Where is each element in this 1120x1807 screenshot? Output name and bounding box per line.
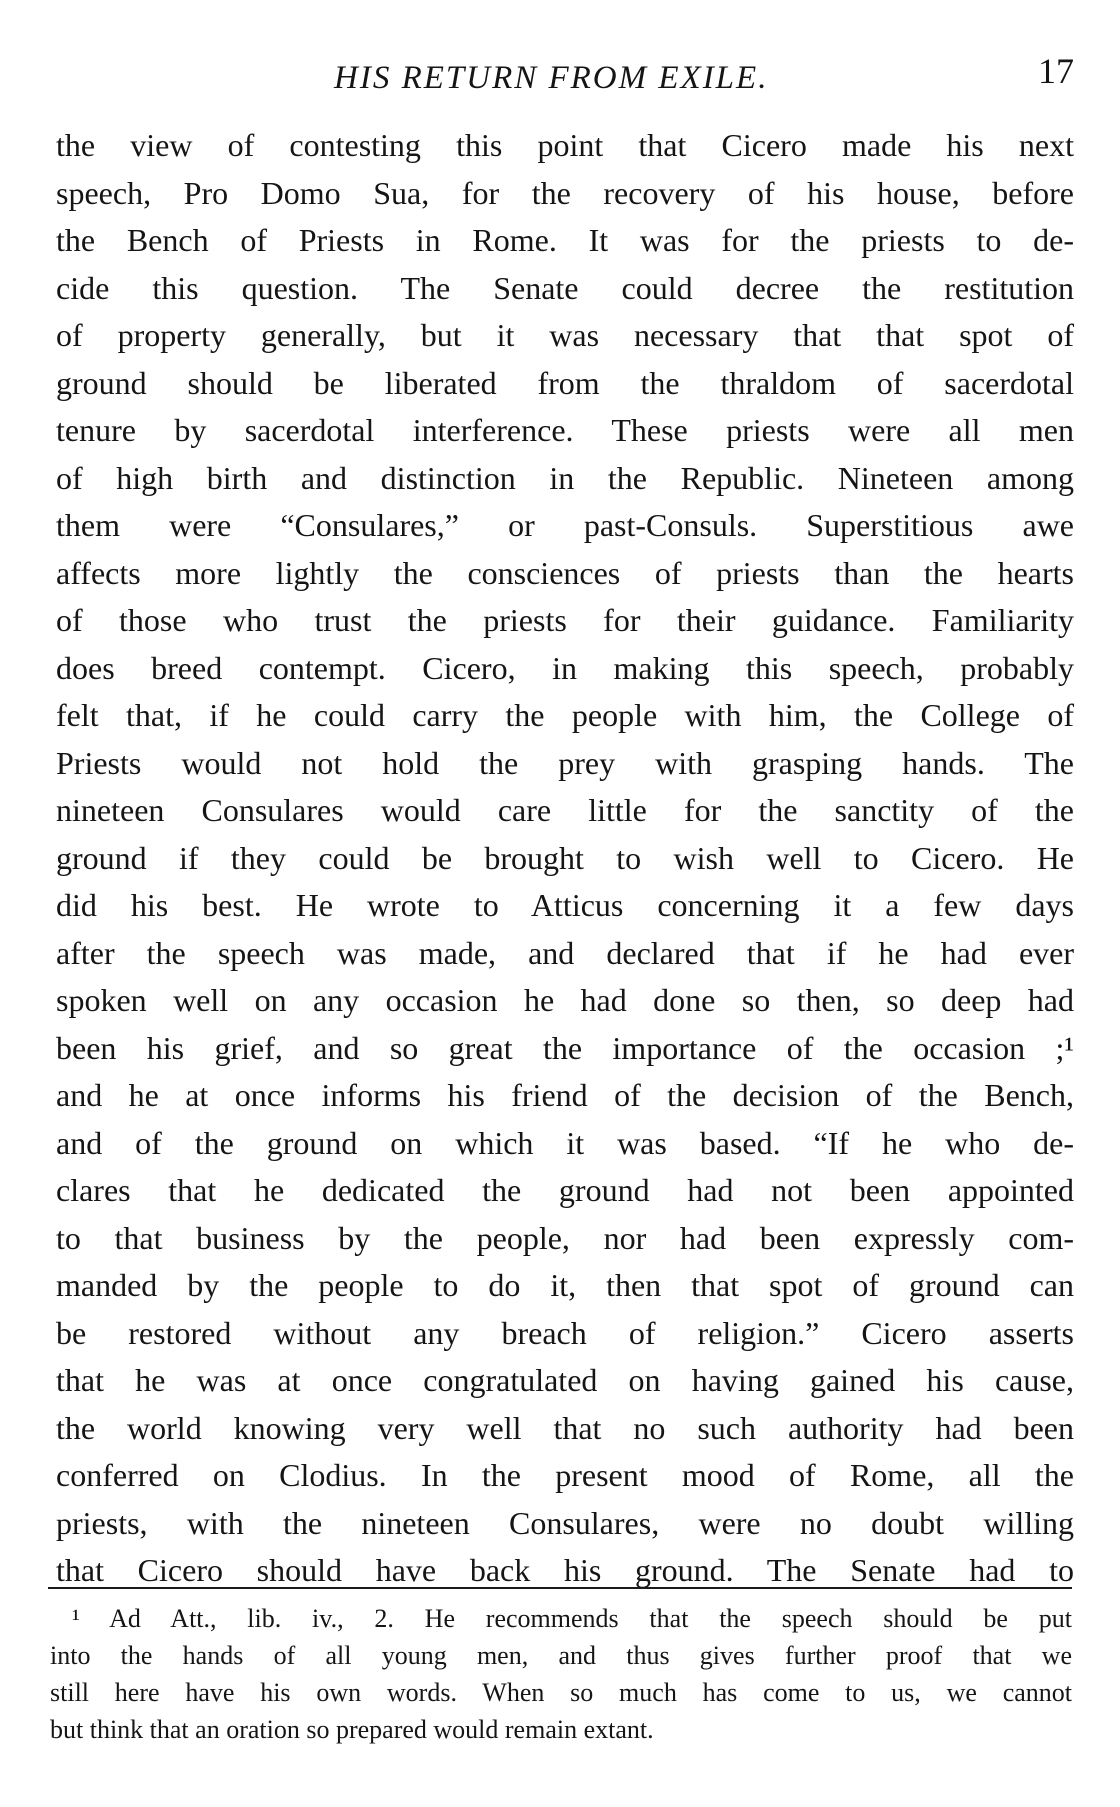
page-number: 17	[1038, 51, 1074, 91]
body-line: them were “Consulares,” or past-Consuls. Superstitious awe	[56, 507, 1074, 543]
body-line: to that business by the people, nor had been expressly com-	[56, 1219, 1074, 1256]
body-line: ground if they could be brought to wish well to Cicero. He	[56, 839, 1074, 876]
body-line: affects more lightly the consciences of priests than the hearts	[56, 554, 1074, 591]
body-line: clares that he dedicated the ground had not been appointed	[56, 1172, 1074, 1208]
body-line: conferred on Clodius. In the present mood of Rome, all the	[56, 1457, 1074, 1493]
footnote-line: into the hands of all young men, and thus gives further proof that we	[50, 1641, 1072, 1670]
footnote-line: but think that an oration so prepared would remain extant.	[50, 1715, 654, 1744]
body-line: Priests would not hold the prey with grasping hands. The	[56, 744, 1074, 781]
running-head: HIS RETURN FROM EXILE.	[334, 60, 769, 96]
body-line: the Bench of Priests in Rome. It was for the priests to de-	[56, 222, 1074, 258]
body-line: ground should be liberated from the thraldom of sacerdotal	[56, 364, 1074, 401]
footnote-line: ¹ Ad Att., lib. iv., 2. He recommends that the speech should be put	[72, 1604, 1072, 1633]
body-line: spoken well on any occasion he had done so then, so deep had	[56, 982, 1074, 1018]
body-line: the view of contesting this point that Cicero made his next	[56, 127, 1074, 163]
body-line: the world knowing very well that no such authority had been	[56, 1409, 1074, 1446]
body-line: tenure by sacerdotal interference. These priests were all men	[56, 412, 1074, 448]
body-line: of those who trust the priests for their guidance. Familiarity	[56, 602, 1074, 638]
body-line: speech, Pro Domo Sua, for the recovery of his house, before	[56, 174, 1074, 211]
body-line: priests, with the nineteen Consulares, were no doubt willing	[56, 1504, 1074, 1541]
footnote-line: still here have his own words. When so much has come to us, we cannot	[50, 1678, 1072, 1707]
body-line: of high birth and distinction in the Republic. Nineteen among	[56, 459, 1074, 496]
body-line: be restored without any breach of religion.” Cicero asserts	[56, 1314, 1074, 1351]
body-line: that he was at once congratulated on having gained his cause,	[56, 1362, 1074, 1398]
body-line: did his best. He wrote to Atticus concerning it a few days	[56, 887, 1074, 923]
body-line: of property generally, but it was necessary that that spot of	[56, 317, 1074, 353]
body-line: after the speech was made, and declared that if he had ever	[56, 934, 1074, 971]
body-line: that Cicero should have back his ground. The Senate had to	[56, 1552, 1074, 1588]
body-line: and he at once informs his friend of the decision of the Bench,	[56, 1077, 1074, 1113]
body-text	[56, 122, 1074, 1595]
body-line: and of the ground on which it was based. “If he who de-	[56, 1124, 1074, 1161]
body-line: does breed contempt. Cicero, in making this speech, probably	[56, 649, 1074, 686]
body-line: nineteen Consulares would care little for the sanctity of the	[56, 792, 1074, 828]
footnotes	[50, 1600, 1072, 1748]
page-header	[56, 44, 1074, 104]
body-line: manded by the people to do it, then that spot of ground can	[56, 1267, 1074, 1303]
body-line: cide this question. The Senate could decree the restitution	[56, 269, 1074, 306]
body-line: been his grief, and so great the importance of the occasion ;¹	[56, 1029, 1074, 1066]
body-line: felt that, if he could carry the people with him, the College of	[56, 697, 1074, 733]
footnote-divider	[48, 1587, 1072, 1589]
